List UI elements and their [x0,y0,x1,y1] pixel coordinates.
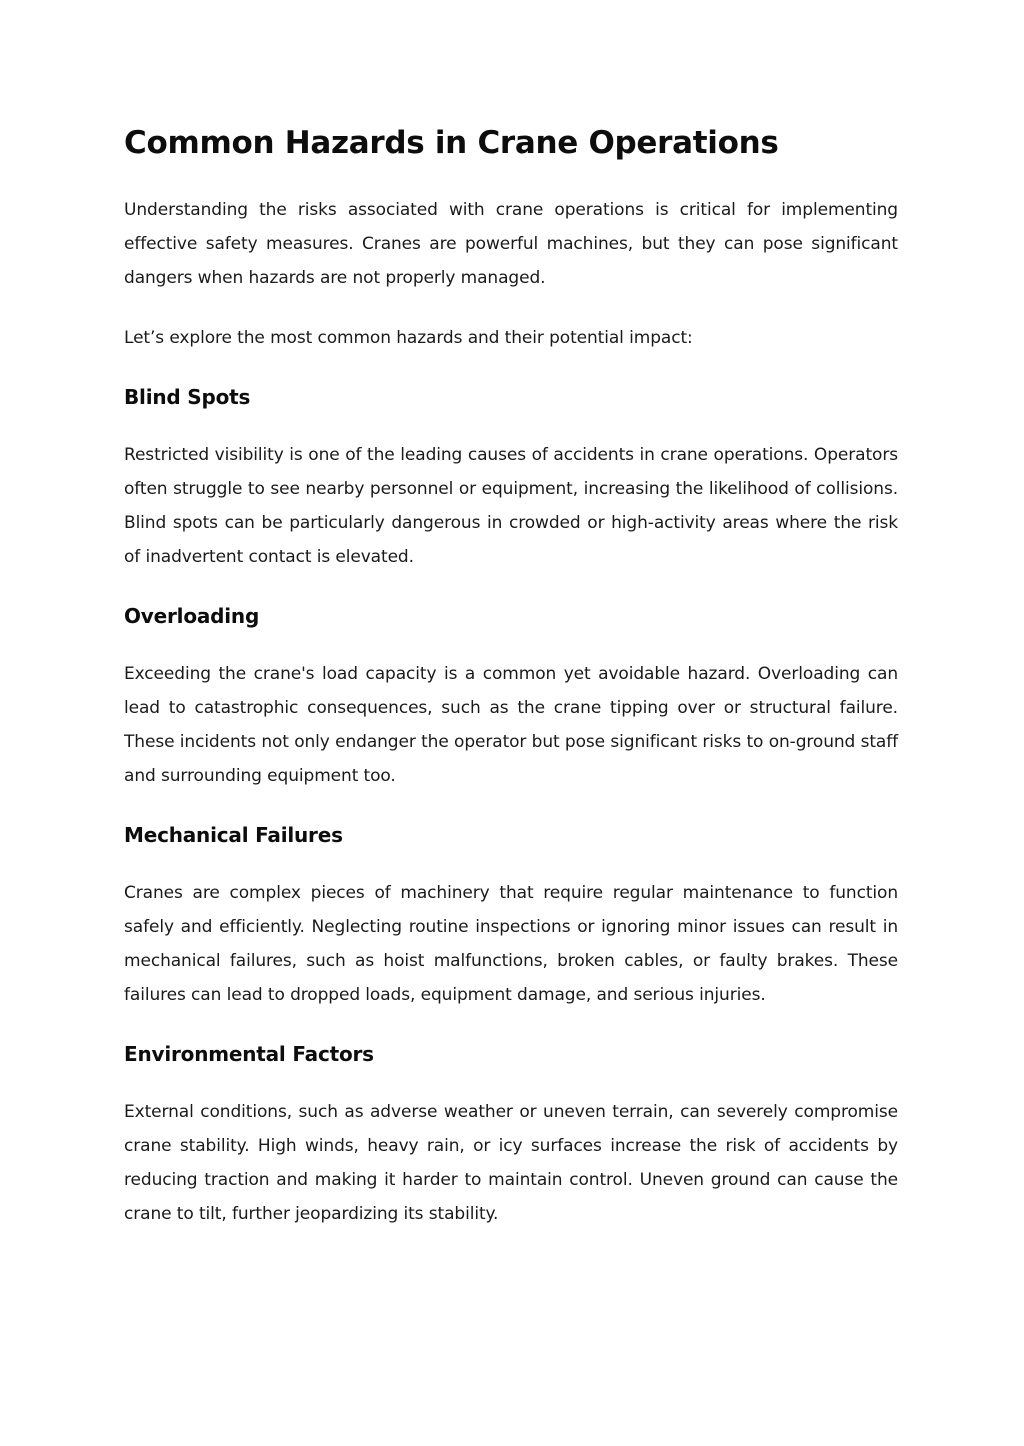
section-heading: Environmental Factors [124,1042,374,1066]
document-page [124,122,898,1231]
section-overloading [124,601,898,793]
section-body: Cranes are complex pieces of machinery that require regular maintenance to function safely and efficiently. Neglecting routine inspections or ignoring minor issues can result in mechanical failures, such as hoist malfunctions, broken cables, or faulty brakes. These failures can lead to dropped loads, equipment damage, and serious injuries. [124,883,898,1005]
section-mechanical-failures [124,820,898,1012]
section-blind-spots [124,382,898,574]
section-environmental-factors [124,1039,898,1231]
intro-paragraph-1: Understanding the risks associated with crane operations is critical for implementing effective safety measures. Cranes are powerful machines, but they can pose significant dangers when hazards are not properly managed. [124,200,898,288]
intro-block [124,193,898,355]
section-body: External conditions, such as adverse weather or uneven terrain, can severely compromise crane stability. High winds, heavy rain, or icy surfaces increase the risk of accidents by reducing traction and making it harder to maintain control. Uneven ground can cause the crane to tilt, further jeopardizing its stability. [124,1102,898,1224]
section-body: Exceeding the crane's load capacity is a common yet avoidable hazard. Overloading can lead to catastrophic consequences, such as the crane tipping over or structural failure. These incidents not only endanger the operator but pose significant risks to on-ground staff and surrounding equipment too. [124,664,898,786]
section-heading: Mechanical Failures [124,823,343,847]
section-body: Restricted visibility is one of the leading causes of accidents in crane operations. Operators often struggle to see nearby personnel or equipment, increasing the likelihood of collisions. Blind spots can be particularly dangerous in crowded or high-activity areas where the risk of inadvertent contact is elevated. [124,445,898,567]
section-heading: Blind Spots [124,385,251,409]
intro-paragraph-2: Let’s explore the most common hazards and their potential impact: [124,328,693,348]
page-title: Common Hazards in Crane Operations [124,125,779,161]
section-heading: Overloading [124,604,260,628]
